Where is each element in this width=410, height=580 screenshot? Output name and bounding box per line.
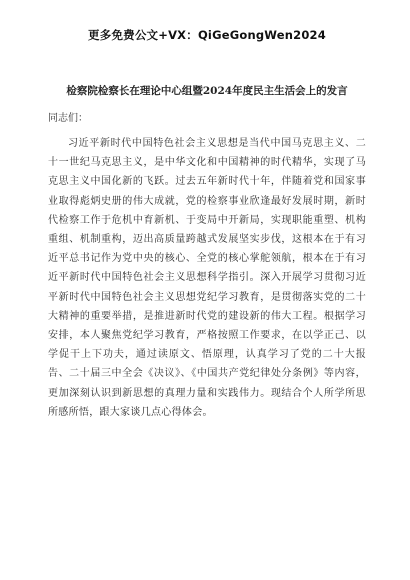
body-paragraph: 习近平新时代中国特色社会主义思想是当代中国马克思主义、二十一世纪马克思主义，是中华文化和中国精神的时代精华，实现了马克思主义中国化新的飞跃。过去五年新时代十年，伴随着党和国家事业取得彪炳史册的伟大成就，党的检察事业欣逢最好发展时期，新时代检察工作于危机中育新机、于变局中开新局，实现职能重塑、机构重组、机制重构，迈出高质量跨越式发展坚实步伐，这根本在于有习近平总书记作为党中央的核心、全党的核心掌舵领航，根本在于有习近平新时代中国特色社会主义思想科学指引。深入开展学习贯彻习近平新时代中国特色社会主义思想党纪学习教育，是贯彻落实党的二十大精神的重要举措，是推进新时代党的建设新的伟大工程。根据学习安排，本人聚焦党纪学习教育，严格按照工作要求，在以学正己、以学促干上下功夫，通过读原文、悟原理，认真学习了党的二十大报告、二十届三中全会《决议》、《中国共产党纪律处分条例》等内容，更加深刻认识到新思想的真理力量和实践伟力。现结合个人所学所思所感所悟，跟大家谈几点心得体会。	[48, 138, 366, 418]
promo-banner: 更多免费公文+VX：QiGeGongWen2024	[88, 28, 326, 42]
salutation: 同志们：	[48, 113, 88, 124]
document-title: 检察院检察长在理论中心组暨2024年度民主生活会上的发言	[66, 85, 348, 97]
